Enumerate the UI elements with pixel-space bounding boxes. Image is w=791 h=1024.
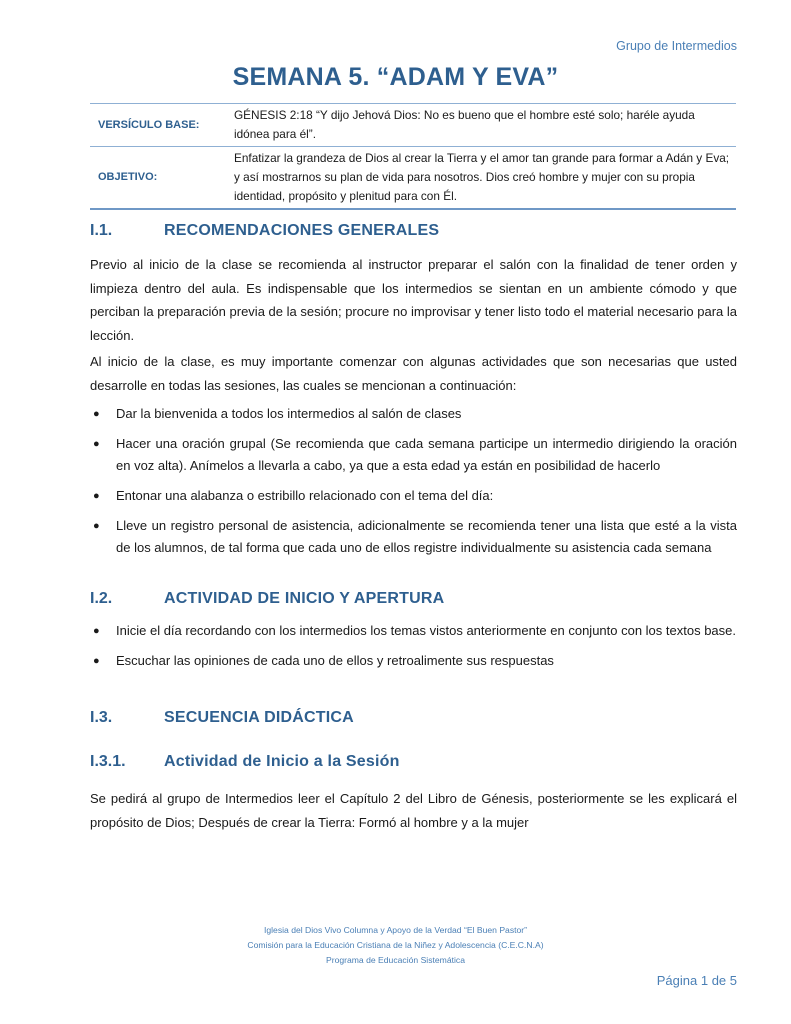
- bullet-icon: ●: [93, 655, 100, 667]
- bullet-icon: ●: [93, 408, 100, 420]
- header-group-name: Grupo de Intermedios: [616, 39, 737, 53]
- section-heading-2: [90, 590, 444, 608]
- paragraph-actividad-inicio: Se pedirá al grupo de Intermedios leer el Capítulo 2 del Libro de Génesis, posteriormente se les explicará el propósito de Dios; Después de crear la Tierra: Formó al hombre y a la mujer: [90, 791, 737, 830]
- section-heading-3-1: [90, 753, 400, 771]
- versiculo-row: [90, 104, 736, 147]
- section-number: I.3.: [90, 709, 113, 726]
- footer: [0, 923, 791, 968]
- section-heading-1: [90, 222, 439, 240]
- section-title: ACTIVIDAD DE INICIO Y APERTURA: [164, 590, 445, 607]
- objetivo-text: Enfatizar la grandeza de Dios al crear la Tierra y el amor tan grande para formar a Adán y Eva; y así mostrarnos su plan de vida para nosotros. Dios creó hombre y mujer con su propia identidad, propósito y plenitud para con Él.: [234, 147, 736, 210]
- bullet-icon: ●: [93, 438, 100, 450]
- page-title: SEMANA 5. “ADAM Y EVA”: [232, 63, 559, 91]
- bullet-list-apertura: [90, 620, 737, 672]
- section-number: I.3.1.: [90, 753, 126, 770]
- section-number: I.2.: [90, 590, 113, 607]
- bullet-icon: ●: [93, 520, 100, 532]
- list-item: ● Dar la bienvenida a todos los intermedios al salón de clases: [90, 403, 737, 425]
- list-item: ● Escuchar las opiniones de cada uno de ellos y retroalimente sus respuestas: [90, 650, 737, 672]
- section-heading-3: [90, 709, 354, 727]
- section-title: SECUENCIA DIDÁCTICA: [164, 709, 354, 726]
- versiculo-text: GÉNESIS 2:18 “Y dijo Jehová Dios: No es bueno que el hombre esté solo; haréle ayuda idónea para él”.: [234, 104, 736, 147]
- list-item: ● Hacer una oración grupal (Se recomienda que cada semana participe un intermedio dirigiendo la oración en voz alta). Anímelos a llevarla a cabo, ya que a esta edad ya están en posibilidad de hacerlo: [90, 433, 737, 477]
- bullet-icon: ●: [93, 625, 100, 637]
- page-number: Página 1 de 5: [656, 973, 737, 988]
- paragraph-recomendaciones: Previo al inicio de la clase se recomienda al instructor preparar el salón con la finalidad de tener orden y limpieza dentro del aula. Es indispensable que los intermedios se sientan en un ambiente cómodo y que perciban la preparación previa de la sesión; procure no improvisar y tener listo todo el material necesario para la lección.: [90, 257, 737, 343]
- list-item: ● Inicie el día recordando con los intermedios los temas vistos anteriormente en conjunto con los textos base.: [90, 620, 737, 642]
- bullet-list-actividades: [90, 403, 737, 559]
- list-item: ● Lleve un registro personal de asistencia, adicionalmente se recomienda tener una lista que esté a la vista de los alumnos, de tal forma que cada uno de ellos registre individualmente su asistencia cada semana: [90, 515, 737, 559]
- bullet-icon: ●: [93, 490, 100, 502]
- footer-line-1: Iglesia del Dios Vivo Columna y Apoyo de la Verdad “El Buen Pastor”: [263, 925, 528, 935]
- paragraph-inicio-clase: Al inicio de la clase, es muy importante comenzar con algunas actividades que son necesarias que usted desarrolle en todas las sesiones, las cuales se mencionan a continuación:: [90, 354, 737, 393]
- versiculo-label: VERSÍCULO BASE:: [90, 104, 234, 147]
- section-number: I.1.: [90, 222, 113, 239]
- objetivo-label: OBJETIVO:: [90, 147, 234, 210]
- objetivo-row: [90, 147, 736, 210]
- section-title: RECOMENDACIONES GENERALES: [164, 222, 440, 239]
- footer-line-3: Programa de Educación Sistemática: [325, 955, 465, 965]
- info-table: [90, 103, 736, 210]
- footer-line-2: Comisión para la Educación Cristiana de la Niñez y Adolescencia (C.E.C.N.A): [247, 940, 544, 950]
- section-title: Actividad de Inicio a la Sesión: [164, 753, 400, 770]
- list-item: ● Entonar una alabanza o estribillo relacionado con el tema del día:: [90, 485, 737, 507]
